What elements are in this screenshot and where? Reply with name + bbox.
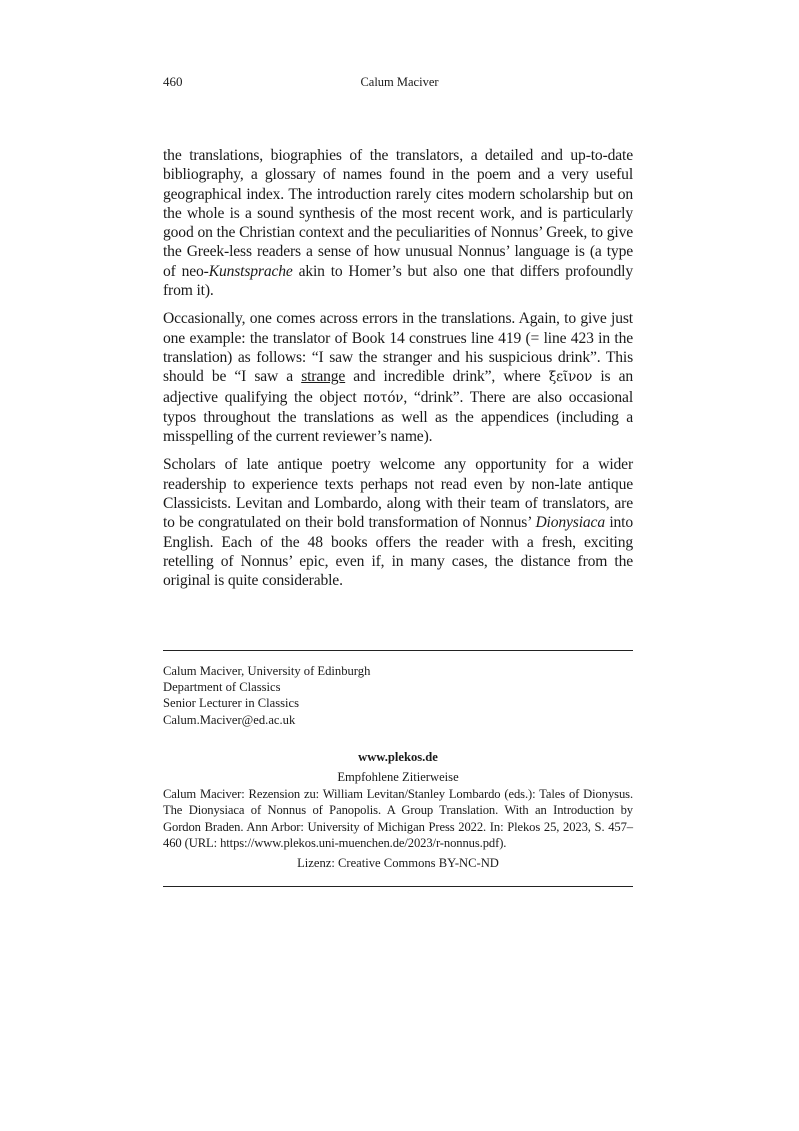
- paragraph-1: [163, 146, 633, 300]
- greek-xeinon: ξεῖνον: [548, 369, 593, 386]
- paragraph-1-end: akin to Homer’s but also one that differs profoundly from it).: [163, 262, 634, 300]
- paragraph-2-text-a: Occasionally, one comes across errors in the translations. Again, to give just one example: the translator of Book 14 construes line 419 (= line 423 in the translation) as follows: “I saw the stranger and his suspicious drink”. This should be “I saw a: [163, 310, 633, 386]
- citation-heading: Empfohlene Zitierweise: [337, 770, 459, 784]
- separator-rule-top: [163, 650, 633, 651]
- author-name-institution: Calum Maciver, University of Edinburgh: [163, 664, 371, 678]
- greek-poton: ποτόν: [363, 389, 404, 406]
- paragraph-1-text: the translations, biographies of the translators, a detailed and up-to-date bibliography, a glossary of names found in the poem and a very useful geographical index. The introduction rarely cites modern scholarship but on the whole is a sound synthesis of the most recent work, and is particularly good on the Christian context and the peculiarities of Nonnus’ Greek, to give the Greek-less readers a sense of how unusual Nonnus’ language is (a type of neo-: [163, 147, 633, 280]
- author-department: Department of Classics: [163, 680, 281, 695]
- review-body: [163, 146, 633, 600]
- paragraph-3-text-b: into English. Each of the 48 books offers the reader with a fresh, exciting retelling of Nonnus’ epic, even if, in many cases, the distance from the original is quite considerable.: [163, 514, 633, 590]
- license-text: Lizenz: Creative Commons BY-NC-ND: [297, 856, 499, 870]
- strange-underlined: strange: [301, 368, 346, 386]
- author-position: Senior Lecturer in Classics: [163, 696, 300, 711]
- paragraph-2-text-b: and incredible drink”, where: [345, 368, 549, 386]
- separator-rule-bottom: [163, 886, 633, 887]
- paragraph-3: [163, 455, 633, 590]
- citation-text: Calum Maciver: Rezension zu: William Levitan/Stanley Lombardo (eds.): Tales of Dionysus. The Dionysiaca of Nonnus of Panopolis. A Group Translation. With an Introduction by Gordon Braden. Ann Arbor: University of Michigan Press 2022. In: Plekos 25, 2023, S. 457–460 (URL: https://www.plekos.uni-muenchen.de/2023/r-nonnus.pdf).: [163, 787, 633, 850]
- paragraph-2-text-d: , “drink”. There are also occasional typos throughout the translations as well as the appendices (including a misspelling of the current reviewer’s name).: [163, 388, 634, 446]
- kunstsprache-term: Kunstsprache: [208, 262, 293, 280]
- paragraph-3-text-a: Scholars of late antique poetry welcome any opportunity for a wider readership to experience texts perhaps not read even by non-late antique Classicists. Levitan and Lombardo, along with their team of translators, are to be congratulated on their bold transformation of Nonnus’: [163, 456, 633, 532]
- paragraph-2-text-c: is an adjective qualifying the object: [163, 368, 633, 406]
- paragraph-2: [163, 309, 633, 446]
- author-affiliation: [163, 663, 370, 728]
- dionysiaca-title: Dionysiaca: [535, 514, 605, 532]
- plekos-site-link[interactable]: www.plekos.de: [358, 750, 438, 764]
- running-head: Calum Maciver: [360, 75, 439, 89]
- author-email: Calum.Maciver@ed.ac.uk: [163, 712, 296, 727]
- page-number: 460: [163, 74, 183, 89]
